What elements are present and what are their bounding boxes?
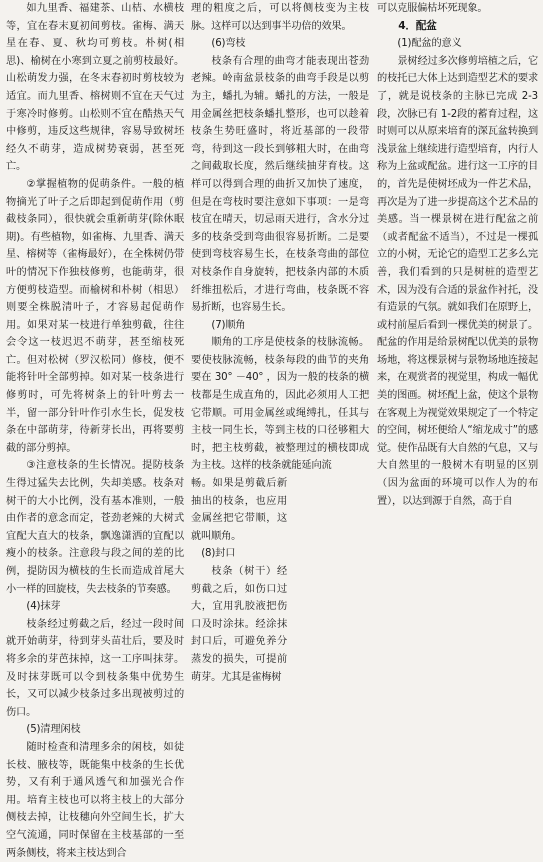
column-left	[6, 0, 184, 862]
paragraph: 畅。如果是剪截后新抽出的枝条，也应用金属丝把它带顺，这就叫顺角。	[191, 478, 287, 542]
section-heading: (1)配盆的意义	[397, 38, 462, 50]
narrow-text-block	[191, 475, 287, 686]
paragraph: 枝条（树干）经剪截之后，如伤口过大，宜用乳胶液把伤口及时涂抹。经涂抹封口后，可避免养分蒸发的损失，可提前萌芽。尤其是雀梅树	[191, 566, 287, 683]
section-heading: (6)弯枝	[211, 38, 246, 50]
paragraph: 可以克服偏枯坏死现象。	[377, 3, 488, 14]
chapter-heading: 4．配盆	[398, 19, 437, 32]
paragraph: 随时检查和清理多余的闲枝，如徒长枝、腋枝等，既能集中枝条的生长优势，又有利于通风透气和加强光合作用。培育主枝也可以将主枝上的大部分侧枝去掉，让枝穗向外空间生长，扩大空气流通，同时保留在主枝基部的一至两条侧枝，将来主枝达到合	[6, 741, 184, 859]
section-heading: (5)清理闲枝	[26, 724, 81, 736]
paragraph: ③注意枝条的生长情况。提防枝条生得过猛失去比例，失却美感。枝条对树干的大小比例，没有基本准则，一般由作者的意念而定，苍劲老辣的大树式宜配大直大的枝条，飘逸潇洒的宜配以瘦小的枝条。注意段与段之间的差的比例，提防因为横枝的生长而造成首尾大小一样的回旋枝，失去枝条的节奏感。	[6, 460, 184, 595]
section-heading: (8)封口	[201, 548, 236, 560]
section-heading: (4)抹芽	[26, 601, 61, 613]
section-heading: (7)顺角	[211, 319, 246, 331]
paragraph: ②掌握植物的促萌条件。一般的植物摘光了叶子之后即起到促萌作用（剪截枝条同），很快就会重新萌芽(除休眠期)。有些植物，如雀梅、九里香、满天星、榕树等（雀梅最好），在全株树仍带叶的情况下作独枝修剪，也能萌芽，很方便剪枝造型。而榆树和朴树（相思）则要全株脱清叶子，才容易起促萌作用。如果对某一枝进行单独剪截，往往会令这一枝迟迟不萌芽，甚至缩枝死亡。但对松树（罗汉松同）修枝，便不能将针叶全部剪掉。如对某一枝条进行修剪时，可先将树条上的针叶剪去一半，留一部分针叶作引水生长，促发枝条在中部萌芽，待新芽长出，再将要剪截的部分剪掉。	[6, 178, 184, 454]
paragraph: 理的粗度之后，可以将侧枝变为主枝脉。这样可以达到事半功倍的效果。	[191, 3, 369, 32]
column-middle	[191, 0, 369, 686]
paragraph: 如九里香、福建茶、山桔、水横枝等，宜在春末夏初间剪枝。雀梅、满天星在春、夏、秋均可剪枝。朴树(相思)、榆树在小寒到立夏之前剪枝最好。山松萌发力强，在冬末春初时剪枝较为适宜。而九里香、榕树则不宜在天气过于寒冷时修剪。山松则不宜在酷热天气中修剪，违反这些规律，容易导致树坯经久不萌芽，造成树势衰弱，甚至死亡。	[6, 3, 184, 173]
paragraph: 枝条经过剪截之后，经过一段时间就开始萌芽，待到芽头苗壮后，要及时将多余的芽芭抹掉，这一工序叫抹芽。及时抹芽既可以令到枝条集中优势生长，又可以减少枝条过多出现被剪过的伤口。	[6, 618, 184, 718]
paragraph: 枝条有合理的曲弯才能表现出苍劲老辣。岭南盆景枝条的曲弯手段是以剪为主，蟠扎为辅。蟠扎的方法，一般是用金属丝把枝条蟠扎整形，也可以趁着枝条生势旺盛时，将近基部的一段带弯，待到这一段长到够粗大时，在曲弯之间截取长度，然后继续抽芽育枝。这样可以得到合理的曲折又加快了速度，但是在弯枝时要注意如下事项：一是弯枝宜在晴天，切忌雨天进行，含水分过多的枝条受到弯曲很容易折断。二是要使到弯枝容易生长，在枝条弯曲的部位对枝条作自身旋转，把枝条内部的木质纤维扭松后，才进行弯曲，枝条既不容易折断，也容易生长。	[191, 55, 369, 314]
paragraph: 顺角的工序是使枝条的枝脉流畅。要使枝脉流畅，枝条每段的曲节的夹角要在 30° －40° ，因为一般的枝条的横枝都是生成直角的，因此必须用人工把它带顺。可用金属丝或绳缚扎，任其与主枝一同生长，等到主枝的口径够粗大时，把主枝剪截，被整理过的横枝即成为主枝。这样的枝条就能延向流	[191, 337, 369, 472]
paragraph: 景树经过多次修剪培植之后，它的枝托已大体上达到造型艺术的要求了，就是说枝条的主脉已完成 2-3 段，次脉已有 1-2段的蓄育过程，这时则可以从原来培育的深瓦盆转换到浅景盆上继续进行造型培育，内行人称为上盆或配盆。进行这一工序的目的，首先是使树坯成为一件艺术品，再次是为了进一步提高这个艺术品的美感。当一棵景树在进行配盆之前（或者配盆不适当），不过是一棵孤立的小树，无论它的造型工艺多么完善，我们看到的只是树桩的造型艺术，因为没有合适的景盆作衬托，没有造景的气氛。就如我们在原野上，或村前屋后看到一棵优美的树景了。配盆的作用是给景树配以优美的景物场地，将这棵景树与景物场地连接起来，在观赏者的视觉里，构成一幅优美的图画。树坯配上盆，使这个景物在客观上为视觉效果规定了一个特定的空间，树坯便给人“缩龙成寸”的感觉。使作品既有大自然的气息，又与大自然里的一般树木有明显的区别（因为盆面的环境可以作人为的布置），以达到源于自然，高于自	[377, 55, 538, 507]
column-right	[377, 0, 538, 510]
